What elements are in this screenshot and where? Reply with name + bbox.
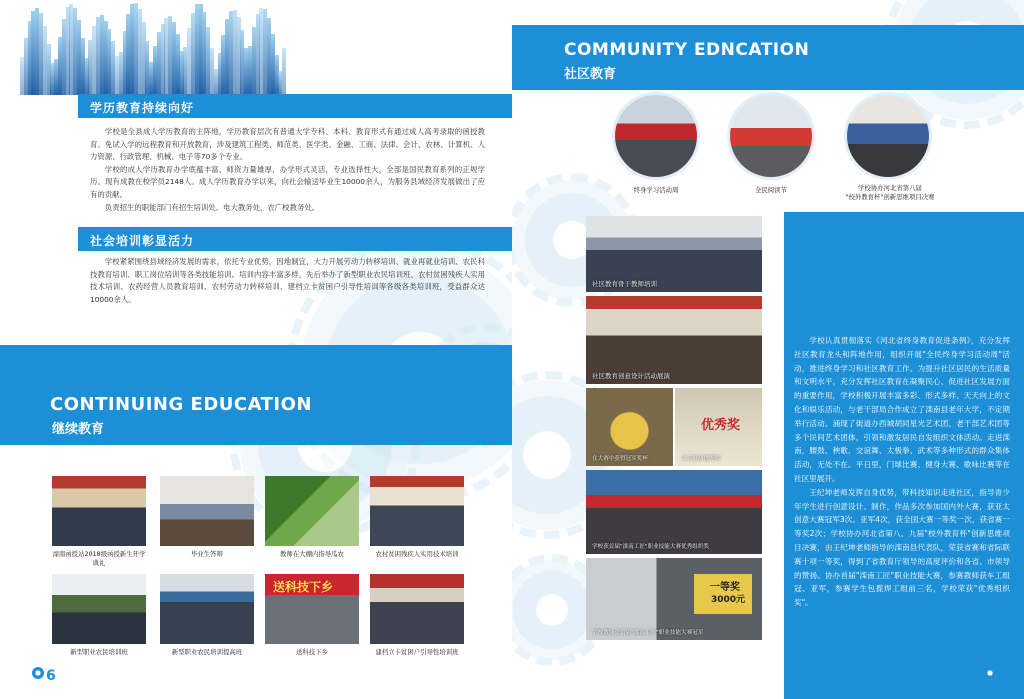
photo-caption: 送科技下乡 bbox=[296, 648, 328, 656]
photo-overlay-caption: 文艺展演优秀奖 bbox=[681, 456, 721, 462]
round-photo-lifelong-learning-week bbox=[612, 92, 700, 180]
photo-overlay-caption: 社区教育骨干教师培训 bbox=[592, 280, 657, 288]
photo-farmer-advanced-training bbox=[160, 574, 254, 644]
paragraph: 学校的成人学历教育办学底蕴丰富、师资力量雄厚，办学形式灵活，专业选择性大，全部是国民教育系列的正规学历。现有成教在校学员2148人。成人学历教育办学以来，向社会输送毕业生10000余人，为服务县域经济发展做出了应有的贡献。 bbox=[90, 164, 485, 199]
photo-caption: 建档立卡贫困户引导性培训班 bbox=[375, 648, 459, 656]
photo-trophies bbox=[586, 388, 673, 466]
community-education-heading-zh: 社区教育 bbox=[564, 67, 617, 82]
round-photo-reading-festival bbox=[727, 92, 815, 180]
photo-farmer-training bbox=[52, 574, 146, 644]
page-number: 7 bbox=[968, 668, 978, 684]
photo-skills-award bbox=[586, 470, 762, 554]
dot-globe-graphic bbox=[0, 0, 290, 95]
certificate-title: 优秀奖 bbox=[701, 418, 741, 433]
round-photo-caption: 全民阅读节 bbox=[755, 186, 787, 194]
photo-caption: 滦南函授站2018级函授新生开学典礼 bbox=[52, 550, 146, 567]
photo-teacher-training bbox=[586, 216, 762, 292]
photo-tech-to-countryside bbox=[265, 574, 359, 644]
community-education-heading-en: COMMUNITY EDNCATION bbox=[564, 40, 810, 60]
prize-board-amount: 3000元 bbox=[710, 595, 745, 605]
globe-bar bbox=[282, 48, 286, 95]
paragraph: 学校认真贯彻落实《河北省终身教育促进条例》，充分发挥社区教育龙头和阵地作用，组织开展"全民终身学习活动周"活动，推进终身学习和社区教育工作。为提升社区居民的生活质量和文明水平，充分发挥社区教育在凝聚民心、促进社区发展方面的重要作用，学校积极开展丰富多彩、形式多样、天天向上的文化和娱乐活动，与老干部局合作成立了滦南县老年大学，不定期举行活动。涌现了街道办西城胡同星光艺术团、老干部艺术团等多个民间艺术团体，引领和激发居民自发组织文体活动。走进滦南，腰鼓、秧歌、交谊舞、太极拳、武术等多种形式的群众集体活动，无处不在。平日里，门球比赛、健身大赛、歌咏比赛等在社区里展开。 bbox=[794, 336, 1010, 483]
photo-poverty-household-training bbox=[370, 574, 464, 644]
photo-caption: 农村贫困残疾人实用技术培训 bbox=[375, 550, 459, 558]
photo-opening-ceremony bbox=[52, 476, 146, 546]
prize-board-title: 一等奖 bbox=[710, 582, 740, 593]
photo-overlay-caption: 学校教师获首届"滦南工匠"职业技能大赛冠军 bbox=[592, 630, 704, 636]
continuing-education-heading-zh: 继续教育 bbox=[52, 422, 105, 437]
photo-caption: 毕业生答辩 bbox=[191, 550, 223, 558]
round-photo-caption: 终身学习活动周 bbox=[633, 186, 679, 194]
photo-caption: 新型职业农民培训提高班 bbox=[171, 648, 243, 656]
photo-overlay-caption: 在大赛中获得冠军奖杯 bbox=[592, 456, 648, 462]
paragraph: 王纪坤老师发挥自身优势，带科技知识走进社区，指导青少年学生进行创意设计、制作，作品多次参加国内外大赛，获亚太创意大赛冠军3次、亚军4次，获全国大赛一等奖一次，获省赛一等奖2次；学校协办河北省第八、九届"校外教育杯"创新思维项目决赛，由王纪坤老师指导的滦南县代表队，荣获省赛和省际联赛十项一等奖，得到了省教育厅领导的高度评价和各省、市领导的赞扬。协办首届"滦南工匠"职业技能大赛，参赛教师获车工组冠、亚军，参赛学生包揽焊工组前三名，学校荣获"优秀组织奖"。 bbox=[794, 487, 1010, 608]
community-body-text bbox=[794, 334, 1010, 610]
section1-title: 学历教育持续向好 bbox=[90, 101, 195, 115]
paragraph: 学校是全县成人学历教育的主阵地，学历教育层次有普通大学专科、本科、教育形式有通过成人高考录取的函授教育、免试入学的远程教育和开放教育，涉及建筑工程类、师范类、医学类、金融、工商、法律、会计、农林、计算机、人力资源、行政管理、机械、电子等70多个专业。 bbox=[90, 127, 485, 162]
photo-greenhouse-guidance bbox=[265, 476, 359, 546]
photo-champion-teacher bbox=[586, 558, 762, 640]
round-photo-caption: 学校协办河北省第八届 "校外教育杯"创新思维项目决赛 bbox=[845, 184, 935, 201]
photo-disabled-training bbox=[370, 476, 464, 546]
photo-caption: 新型职业农民培训班 bbox=[70, 648, 128, 656]
photo-certificate bbox=[675, 388, 762, 466]
section1-body bbox=[90, 126, 485, 214]
paragraph: 学校紧紧围绕县域经济发展的需求，依托专业优势，因地制宜，大力开展劳动力转移培训、就业再就业培训、农民科技教育培训、职工岗位培训等各类技能培训。培训内容丰富多样，先后举办了新型职业农民培训班、农村贫困残疾人实用技术培训、农药经营人员教育培训、农村劳动力转移培训、建档立卡贫困户引导性培训等各级各类培训班，受益群众达10000余人。 bbox=[90, 257, 485, 304]
round-photo-innovation-final bbox=[844, 92, 932, 180]
section2-title: 社会培训彰显活力 bbox=[90, 234, 195, 248]
photo-overlay-caption: 社区教育创意设计活动展演 bbox=[592, 372, 670, 380]
photo-creative-design bbox=[586, 296, 762, 384]
photo-caption: 教师在大棚内指导瓜农 bbox=[280, 550, 344, 558]
right-page bbox=[512, 0, 1024, 699]
page-number: 6 bbox=[46, 668, 56, 684]
page-number-badge bbox=[984, 667, 996, 679]
page-number-badge bbox=[32, 667, 44, 679]
banner-text: 送科技下乡 bbox=[273, 580, 334, 594]
continuing-education-heading-en: CONTINUING EDUCATION bbox=[50, 394, 312, 415]
photo-overlay-caption: 学校获首届"滦南工匠"职业技能大赛优秀组织奖 bbox=[592, 544, 710, 550]
section2-body bbox=[90, 256, 485, 306]
photo-thesis-defense bbox=[160, 476, 254, 546]
paragraph: 负责招生的职能部门有招生培训处、电大教务处、农广校教务处。 bbox=[104, 202, 320, 212]
